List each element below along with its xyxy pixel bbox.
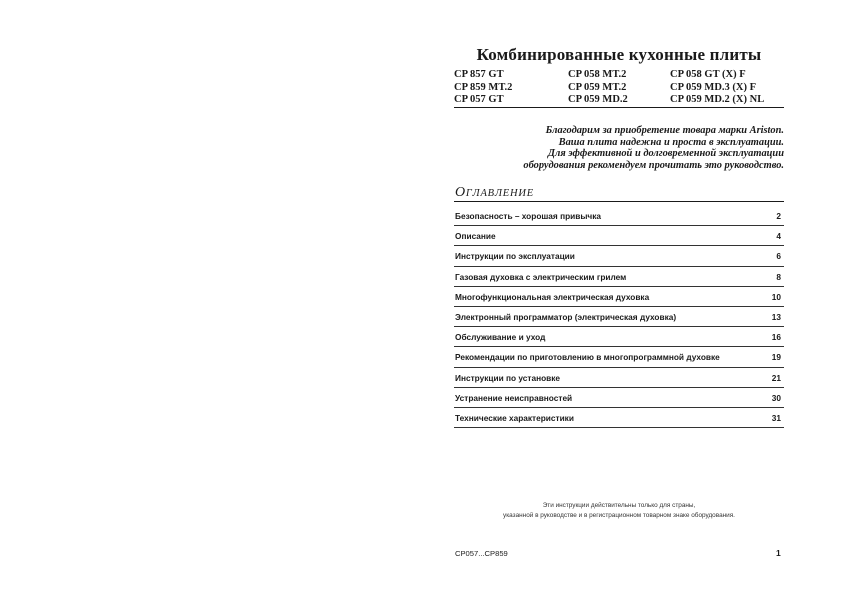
toc-heading-rest: ГЛАВЛЕНИЕ bbox=[465, 188, 534, 199]
toc-entry-page: 10 bbox=[771, 291, 781, 302]
toc-entry[interactable] bbox=[454, 388, 784, 408]
intro-line: Благодарим за приобретение товара марки Ariston. bbox=[545, 125, 784, 136]
toc-entry[interactable] bbox=[454, 307, 784, 327]
toc-entry-label: Инструкции по установке bbox=[455, 372, 561, 383]
intro-text bbox=[454, 125, 784, 171]
toc-entry-label: Газовая духовка с электрическим грилем bbox=[455, 271, 627, 282]
model-list bbox=[454, 69, 784, 105]
toc-entry[interactable] bbox=[454, 327, 784, 347]
toc-heading-initial: О bbox=[455, 185, 466, 200]
toc-entry[interactable] bbox=[454, 267, 784, 287]
toc-entry[interactable] bbox=[454, 287, 784, 307]
model-column-1 bbox=[454, 69, 512, 107]
model-column-3 bbox=[670, 69, 764, 107]
toc-entry-label: Электронный программатор (электрическая духовка) bbox=[455, 311, 677, 322]
toc-entry-label: Устранение неисправностей bbox=[455, 392, 573, 403]
intro-line: оборудования рекомендуем прочитать это руководство. bbox=[523, 159, 784, 171]
toc-entry-label: Рекомендации по приготовлению в многопрограммной духовке bbox=[455, 352, 720, 363]
model-name: CP 057 GT bbox=[454, 94, 504, 105]
intro-line: Для эффективной и долговременной эксплуатации bbox=[547, 148, 784, 159]
document-title: Комбинированные кухонные плиты bbox=[476, 45, 762, 64]
toc-entry[interactable] bbox=[454, 206, 784, 226]
toc-entry[interactable] bbox=[454, 368, 784, 388]
model-name: CP 058 MT.2 bbox=[568, 69, 627, 80]
toc-entry-label: Обслуживание и уход bbox=[455, 332, 546, 343]
toc-entry-page: 19 bbox=[771, 352, 781, 363]
toc-entry-page: 4 bbox=[776, 231, 781, 242]
page-number: 1 bbox=[776, 548, 781, 558]
toc-entry-page: 16 bbox=[771, 332, 781, 343]
note-line: указанной в руководстве и в регистрационном товарном знаке оборудования. bbox=[503, 512, 735, 519]
toc-entry-page: 2 bbox=[776, 211, 781, 221]
model-name: CP 058 GT (X) F bbox=[670, 69, 746, 80]
model-name: CP 857 GT bbox=[454, 69, 504, 80]
footer-model-range: CP057...CP859 bbox=[455, 549, 508, 558]
model-name: CP 859 MT.2 bbox=[454, 81, 513, 93]
note-line: Эти инструкции действительны только для страны, bbox=[542, 502, 696, 509]
toc-entry-label: Безопасность – хорошая привычка bbox=[455, 211, 602, 221]
toc-entry-page: 31 bbox=[771, 412, 781, 423]
toc-entry[interactable] bbox=[454, 226, 784, 246]
toc-entry-page: 6 bbox=[776, 251, 781, 262]
toc-entry[interactable] bbox=[454, 347, 784, 367]
toc-entry-page: 30 bbox=[771, 392, 781, 403]
toc-entry-page: 21 bbox=[771, 372, 781, 383]
validity-note bbox=[454, 501, 784, 521]
toc-entry-label: Инструкции по эксплуатации bbox=[455, 251, 575, 262]
toc-entry[interactable] bbox=[454, 408, 784, 428]
title-divider bbox=[454, 107, 784, 108]
model-column-2 bbox=[568, 69, 628, 107]
toc-entry-page: 13 bbox=[771, 311, 781, 322]
toc-heading-divider bbox=[454, 201, 784, 202]
toc-entry[interactable] bbox=[454, 246, 784, 266]
model-name: CP 059 MD.2 (X) NL bbox=[670, 94, 765, 105]
toc-entry-page: 8 bbox=[776, 271, 781, 282]
toc-entry-label: Технические характеристики bbox=[455, 412, 574, 423]
intro-line: Ваша плита надежна и проста в эксплуатации. bbox=[558, 136, 784, 148]
model-name: CP 059 MD.2 bbox=[568, 94, 628, 105]
model-name: CP 059 MT.2 bbox=[568, 81, 627, 93]
toc-entry-label: Описание bbox=[455, 231, 496, 242]
table-of-contents bbox=[454, 206, 784, 428]
model-name: CP 059 MD.3 (X) F bbox=[670, 81, 757, 93]
toc-entry-label: Многофункциональная электрическая духовка bbox=[455, 291, 650, 302]
toc-heading bbox=[455, 185, 534, 201]
